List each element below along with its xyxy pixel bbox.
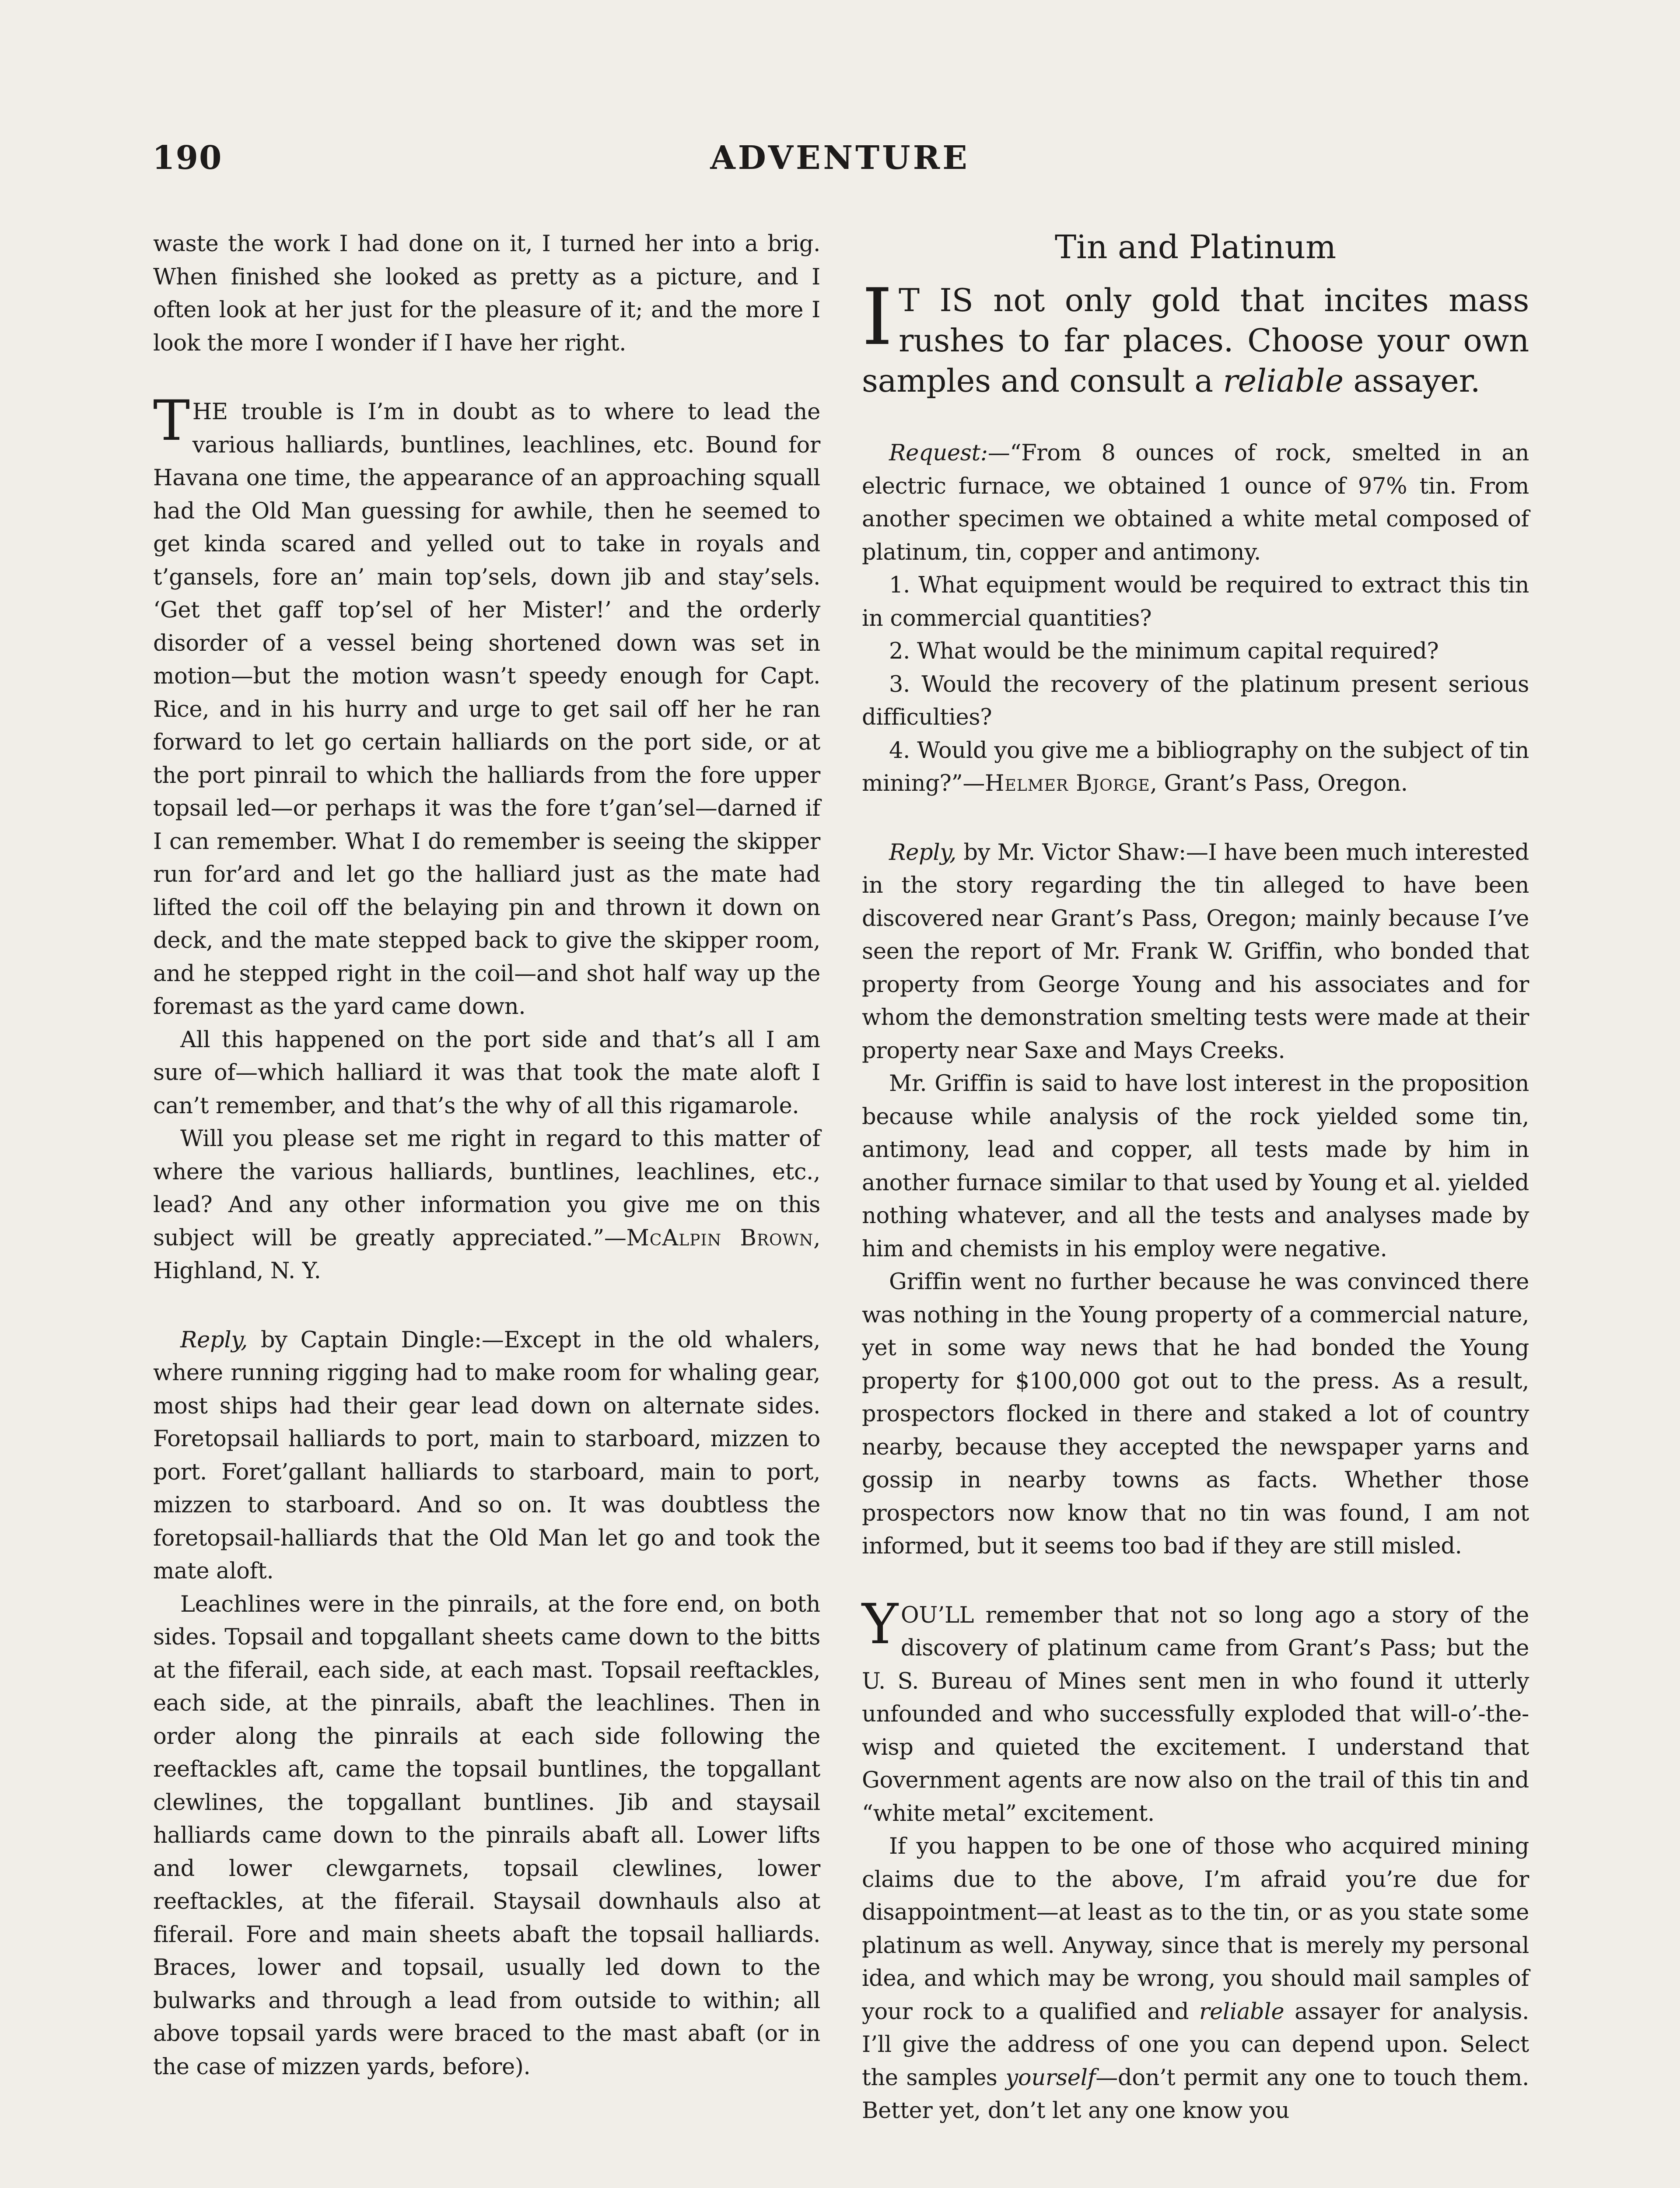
question-2: 2. What would be the minimum capital required? xyxy=(889,638,1439,664)
paragraph: All this happened on the port side and that’s all I am sure of—which halliard it was that took the mate aloft I can’t remember, and that’s the why of all this rigamarole. xyxy=(153,1027,820,1119)
magazine-title: ADVENTURE xyxy=(710,139,970,177)
paragraph: Leachlines were in the pinrails, at the fore end, on both sides. Topsail and topgallant sheets came down to the bitts at the fiferail, each side, at each mast. Topsail reeftackles, each side, at the pinrails, abaft the leachlines. Then in order along the pinrails at each side following the reeftackles aft, came the topsail buntlines, the topgallant clewlines, the topgallant buntlines. Jib and staysail halliards came down to the pinrails abaft all. Lower lifts and lower clewgarnets, topsail clewlines, lower reeftackles, at the fiferail. Staysail downhauls also at fiferail. Fore and main sheets abaft the topsail halliards. Braces, lower and topsail, usually led down to the bulwarks and through a lead from outside to within; all above topsail yards were braced to the mast abaft (or in the case of mizzen yards, before). xyxy=(153,1591,820,2080)
drop-cap: T xyxy=(153,389,190,453)
section-title: Tin and Platinum xyxy=(1054,228,1337,266)
request-paragraph: Request:—“From 8 ounces of rock, smelted in an electric furnace, we obtained 1 ounce of 97% tin. From another specimen we obtained a white metal composed of platinum, tin, copper and antimony. xyxy=(862,440,1529,565)
paragraph: Griffin went no further because he was convinced there was nothing in the Young property of a commercial nature, yet in some way news that he had bonded the Young property for $100,000 got out to the press. As a result, prospectors flocked in there and staked a lot of country nearby, because they accepted the newspaper yarns and gossip in nearby towns as facts. Whether those prospectors now know that no tin was found, I am not informed, but it seems too bad if they are still misled. xyxy=(862,1269,1529,1559)
left-column xyxy=(153,228,820,2083)
paragraph: waste the work I had done on it, I turned her into a brig. When finished she looked as pretty as a picture, and I often look at her just for the pleasure of it; and the more I look the more I wonder if I have her right. xyxy=(153,231,820,356)
reply-paragraph: Reply, by Mr. Victor Shaw:—I have been much interested in the story regarding the tin alleged to have been discovered near Grant’s Pass, Oregon; mainly because I’ve seen the report of Mr. Frank W. Griffin, who bonded that property from George Young and his associates and for whom the demonstration smelting tests were made at their property near Saxe and Mays Creeks. xyxy=(862,839,1529,1064)
reply-paragraph: Reply, by Captain Dingle:—Except in the old whalers, where running rigging had to make room for whaling gear, most ships had their gear lead down on alternate sides. Foretopsail halliards to port, main to starboard, mizzen to port. Foret’gallant halliards to starboard, main to port, mizzen to starboard. And so on. It was doubtless the foretopsail-halliards that the Old Man let go and took the mate aloft. xyxy=(153,1327,820,1584)
signature: McAlpin Brown xyxy=(626,1225,814,1251)
drop-cap: Y xyxy=(862,1592,898,1656)
question-3: 3. Would the recovery of the platinum present serious difficulties? xyxy=(862,671,1529,730)
paragraph: THE trouble is I’m in doubt as to where to lead the various halliards, buntlines, leachlines, etc. Bound for Havana one time, the appearance of an approaching squall had the Old Man guessing for awhile, then he seemed to get kinda scared and yelled out to take in royals and t’gansels, fore an’ main top’sels, down jib and stay’sels. ‘Get thet gaff top’sel of her Mister!’ and the orderly disorder of a vessel being shortened down was set in motion—but the motion wasn’t speedy enough for Capt. Rice, and in his hurry and urge to get sail off her he ran forward to let go certain halliards on the port side, or at the port pinrail to which the halliards from the fore upper topsail led—or perhaps it was the fore t’gan’sel—darned if I can remember. What I do remember is seeing the skipper run for’ard and let go the halliard just as the mate had lifted the coil off the belaying pin and thrown it down on deck, and the mate stepped back to give the skipper room, and he stepped right in the coil—and shot half way up the foremast as the yard came down. xyxy=(153,389,820,1020)
paragraph: YOU’LL remember that not so long ago a story of the discovery of platinum came from Grant’s Pass; but the U. S. Bureau of Mines sent men in who found it utterly unfounded and who successfully exploded that will-o’-the-wisp and quieted the excitement. I understand that Government agents are now also on the trail of this tin and “white metal” excitement. xyxy=(862,1592,1529,1827)
question-4: 4. Would you give me a bibliography on the subject of tin mining?”—Helmer Bjorge, Grant’s Pass, Oregon. xyxy=(862,737,1529,796)
page-number: 190 xyxy=(152,139,223,177)
section-intro: I T IS not only gold that incites mass rushes to far places. Choose your own samples and consult a reliable assayer. xyxy=(862,272,1529,399)
page-header xyxy=(152,139,1528,187)
reply-label: Reply, xyxy=(889,839,956,866)
right-column xyxy=(862,228,1529,2128)
reply-label: Reply, xyxy=(180,1327,248,1353)
request-label: Request: xyxy=(889,440,988,466)
paragraph: Mr. Griffin is said to have lost interest in the proposition because while analysis of the rock yielded some tin, antimony, lead and copper, all tests made by him in another furnace similar to that used by Young et al. yielded nothing whatever, and all the tests and analyses made by him and chemists in his employ were negative. xyxy=(862,1071,1529,1262)
signature: Helmer Bjorge xyxy=(985,771,1150,796)
paragraph: If you happen to be one of those who acquired mining claims due to the above, I’m afraid you’re due for disappointment—at least as to the tin, or as you state some platinum as well. Anyway, since that is merely my personal idea, and which may be wrong, you should mail samples of your rock to a qualified and reliable assayer for analysis. I’ll give the address of one you can depend upon. Select the samples yourself—don’t permit any one to touch them. Better yet, don’t let any one know you xyxy=(862,1834,1530,2124)
question-1: 1. What equipment would be required to extract this tin in commercial quantities? xyxy=(862,572,1529,631)
paragraph: Will you please set me right in regard to this matter of where the various halliards, buntlines, leachlines, etc., lead? And any other information you give me on this subject will be greatly appreciated.”—McAlpin Brown, Highland, N. Y. xyxy=(153,1126,820,1284)
drop-cap: I xyxy=(862,272,893,362)
